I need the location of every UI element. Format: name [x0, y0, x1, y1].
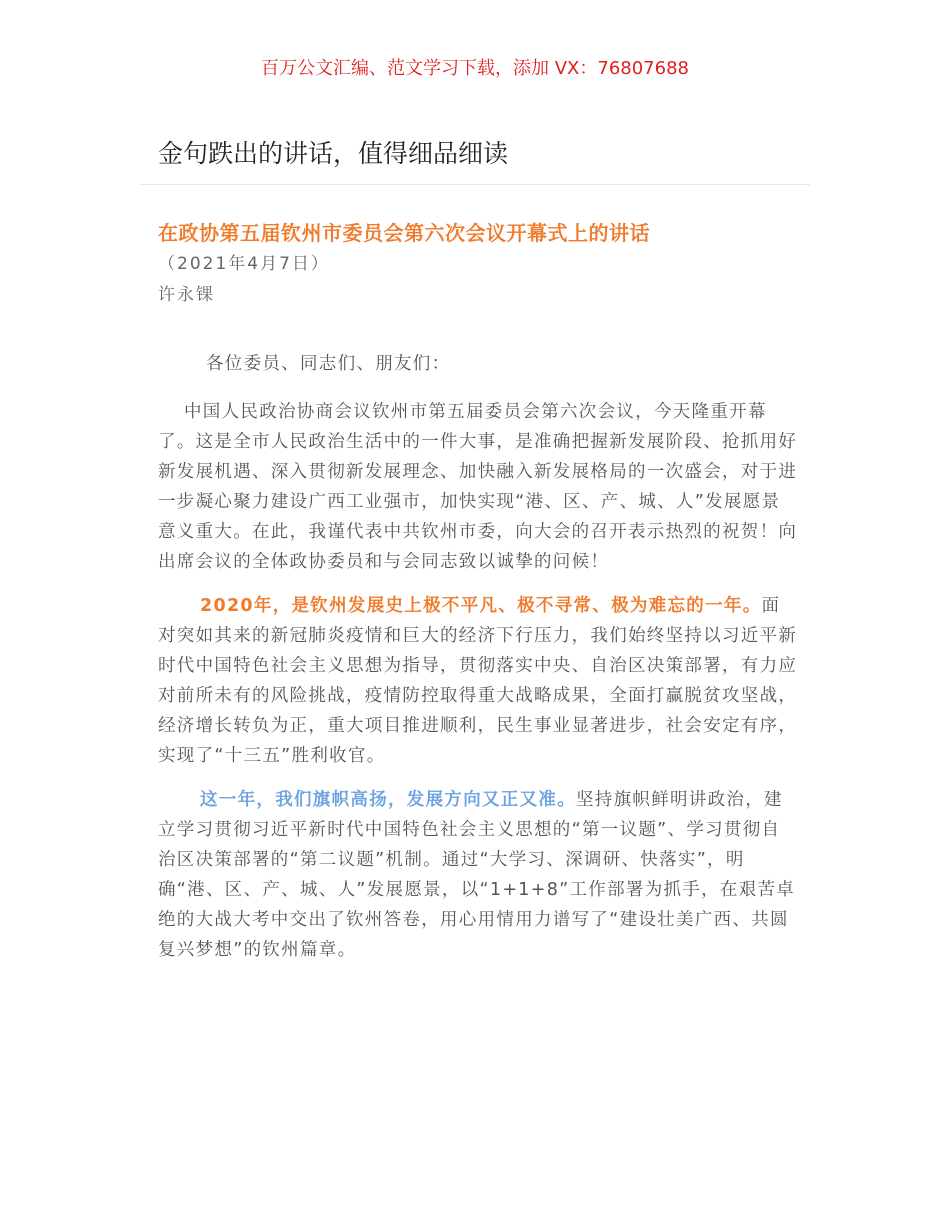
speech-date: （2021年4月7日）: [158, 254, 330, 274]
article-body: [158, 217, 798, 965]
paragraph-2020-text: 面对突如其来的新冠肺炎疫情和巨大的经济下行压力，我们始终坚持以习近平新时代中国特色社会主义思想为指导，贯彻落实中央、自治区决策部署，有力应对前所未有的风险挑战，疫情防控取得重大战略成果，全面打赢脱贫攻坚战，经济增长转负为正，重大项目推进顺利，民生事业显著进步，社会安定有序，实现了“十三五”胜利收官。: [158, 596, 798, 766]
paragraph-2020-highlight: 2020年，是钦州发展史上极不平凡、极不寻常、极为难忘的一年。: [200, 596, 762, 616]
page-title: 金句跌出的讲话，值得细品细读: [158, 139, 509, 168]
speech-title: 在政协第五届钦州市委员会第六次会议开幕式上的讲话: [158, 221, 650, 245]
paragraph-2020-review: [158, 591, 798, 771]
download-banner: 百万公文汇编、范文学习下载，添加 VX：76807688: [261, 58, 689, 79]
paragraph-political-direction: [158, 785, 798, 965]
speech-author: 许永锞: [158, 285, 215, 305]
title-divider: [140, 184, 810, 185]
paragraph-direction-text: 坚持旗帜鲜明讲政治，建立学习贯彻习近平新时代中国特色社会主义思想的“第一议题”、学习贯彻自治区决策部署的“第二议题”机制。通过“大学习、深调研、快落实”，明确“港、区、产、城、人”发展愿景，以“1+1+8”工作部署为抓手，在艰苦卓绝的大战大考中交出了钦州答卷，用心用情用力谱写了“建设壮美广西、共圆复兴梦想”的钦州篇章。: [158, 790, 796, 960]
greeting: 各位委员、同志们、朋友们：: [206, 354, 451, 374]
paragraph-direction-highlight: 这一年，我们旗帜高扬，发展方向又正又准。: [200, 790, 576, 810]
paragraph-opening: 中国人民政治协商会议钦州市第五届委员会第六次会议，今天隆重开幕了。这是全市人民政治生活中的一件大事，是准确把握新发展阶段、抢抓用好新发展机遇、深入贯彻新发展理念、加快融入新发展格局的一次盛会，对于进一步凝心聚力建设广西工业强市，加快实现“港、区、产、城、人”发展愿景意义重大。在此，我谨代表中共钦州市委，向大会的召开表示热烈的祝贺！向出席会议的全体政协委员和与会同志致以诚挚的问候！: [158, 402, 798, 572]
